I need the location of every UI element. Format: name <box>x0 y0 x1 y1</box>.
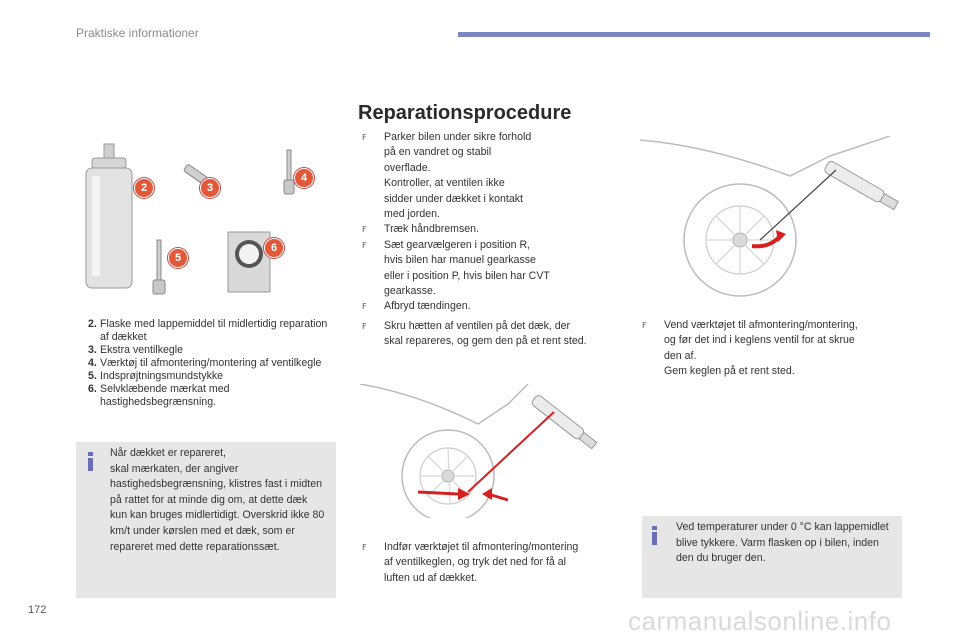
callout-badge-5: 5 <box>168 248 188 268</box>
header-accent-bar <box>458 32 930 37</box>
step-marker-icon: F <box>362 240 367 250</box>
callout-badge-2: 2 <box>134 178 154 198</box>
step-item: F Afbryd tændingen. <box>362 299 622 314</box>
section-title: Reparationsprocedure <box>358 102 572 124</box>
legend-item: 6. Selvklæbende mærkat med hastighedsbegrænsning. <box>88 383 230 408</box>
step-item: F Sæt gearvælgeren i position R, hvis bilen har manuel gearkasse eller i position P, hvis bilen har CVT gearkasse. <box>362 238 550 298</box>
repair-kit-drawing <box>80 136 330 306</box>
callout-badge-6: 6 <box>264 238 284 258</box>
step-insert: F Indfør værktøjet til afmontering/montering af ventilkeglen, og tryk det ned for få al luften ud af dækket. <box>362 541 579 584</box>
kit-legend <box>88 318 338 409</box>
step-item: F Træk håndbremsen. <box>362 222 622 237</box>
turn-tool-drawing <box>640 136 902 304</box>
steps-list <box>362 130 622 350</box>
info-icon <box>652 526 657 545</box>
step-marker-icon: F <box>362 225 367 235</box>
insert-tool-illustration <box>358 384 618 518</box>
info-text: Ved temperaturer under 0 °C kan lappemidlet blive tykkere. Varm flasken op i bilen, inden den du bruger den. <box>676 521 889 565</box>
turn-tool-illustration <box>640 136 902 304</box>
watermark-text: carmanualsonline.info <box>628 606 892 636</box>
info-text: Når dækket er repareret, skal mærkaten, der angiver hastighedsbegrænsning, klistres fast i midten på rattet for at minde dig om, at dette dæk kun kan bruges midlertidigt. Overskrid ikke 80 km/t under kørslen med et dæk, som er repareret med dette reparationssæt. <box>110 447 325 553</box>
insert-tool-drawing <box>358 384 618 518</box>
step-marker-icon: F <box>642 321 647 330</box>
info-box-speed-sticker <box>76 442 336 598</box>
callout-badge-4: 4 <box>294 168 314 188</box>
step-marker-icon: F <box>362 543 367 552</box>
info-box-temperature <box>642 516 902 598</box>
step-marker-icon: F <box>362 133 367 142</box>
repair-kit-illustration <box>80 136 330 306</box>
legend-item: 5. Indsprøjtningsmundstykke <box>88 370 224 382</box>
step-item: F Parker bilen under sikre forhold på en vandret og stabil overflade. Kontroller, at ventilen ikke sidder under dækket i kontakt med jorden. <box>362 131 532 221</box>
step-marker-icon: F <box>362 321 367 331</box>
running-header: Praktiske informationer <box>76 26 199 40</box>
page-number: 172 <box>28 604 47 616</box>
legend-item: 2. Flaske med lappemiddel til midlertidig reparation af dækket <box>88 318 328 343</box>
info-icon <box>88 452 93 471</box>
legend-item: 4. Værktøj til afmontering/montering af ventilkegle <box>88 357 322 369</box>
step-turn: F Vend værktøjet til afmontering/montering, og før det ind i keglens ventil for at skrue den af. Gem keglen på et rent sted. <box>642 319 858 378</box>
legend-item: 3. Ekstra ventilkegle <box>88 344 184 356</box>
step-marker-icon: F <box>362 302 367 312</box>
callout-badge-3: 3 <box>200 178 220 198</box>
step-item: F Skru hætten af ventilen på det dæk, der skal repareres, og gem den på et rent sted. <box>362 319 587 348</box>
